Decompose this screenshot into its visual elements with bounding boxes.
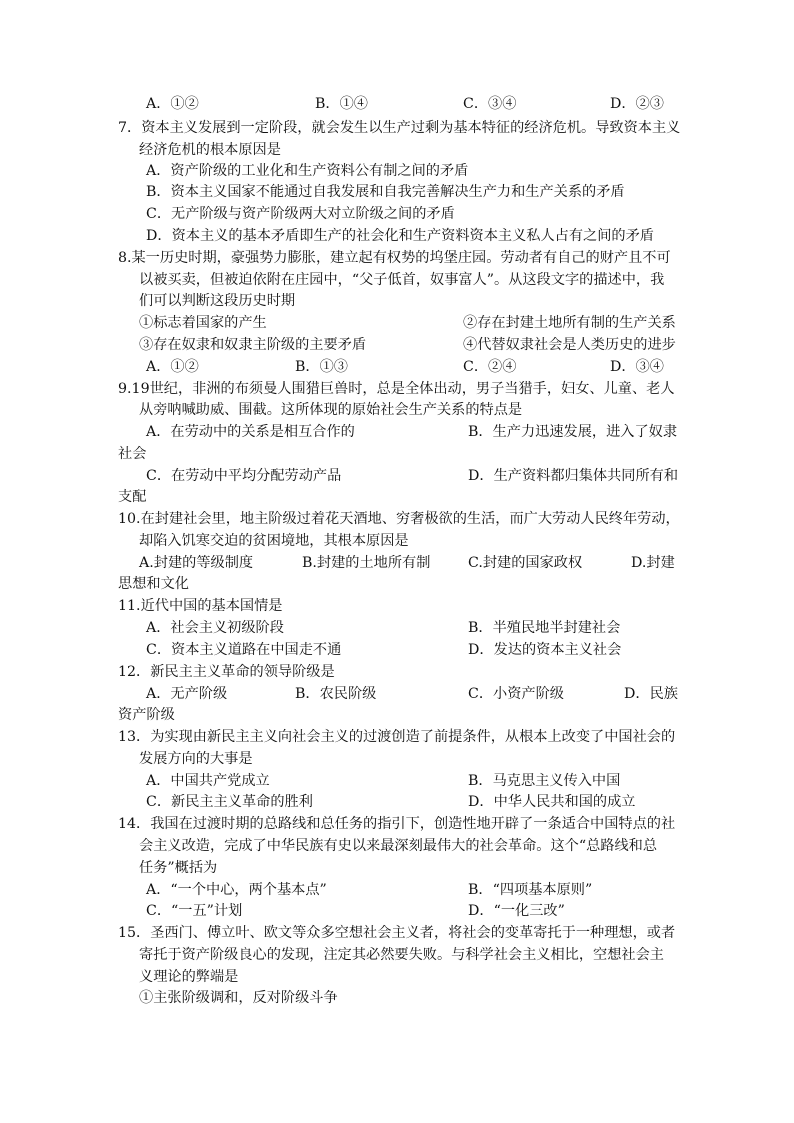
q6-option-b: B．①④: [315, 96, 368, 112]
q12-option-a: A．无产阶级: [146, 686, 228, 702]
q11-option-b: B．半殖民地半封建社会: [468, 620, 621, 636]
q7-option-a: A．资产阶级的工业化和生产资料公有制之间的矛盾: [146, 163, 469, 179]
q6-option-a: A．①②: [146, 96, 199, 112]
q7-option-c: C．无产阶级与资产阶级两大对立阶级之间的矛盾: [146, 206, 455, 222]
q13-option-c: C．新民主主义革命的胜利: [146, 794, 313, 810]
q6-option-d: D．②③: [610, 96, 664, 112]
q14-option-a: A．“一个中心，两个基本点”: [146, 882, 327, 898]
q8-stem-line: 8.某一历史时期，豪强势力膨胀，建立起有权势的坞堡庄园。劳动者有自己的财产且不可: [118, 250, 671, 266]
q15-stem-line: 义理论的弊端是: [139, 969, 239, 985]
q8-item-2: ②存在封建土地所有制的生产关系: [463, 315, 676, 331]
q10-option-c: C.封建的国家政权: [468, 555, 583, 571]
q6-options: [0, 94, 794, 114]
q14-option-d: D．“一化三改”: [468, 903, 565, 919]
q10-stem-line: 10.在封建社会里，地主阶级过着花天酒地、穷奢极欲的生活，而广大劳动人民终年劳动，: [118, 511, 680, 527]
q13-stem-line: 发展方向的大事是: [139, 751, 253, 767]
q9-option-c: C．在劳动中平均分配劳动产品: [146, 468, 342, 484]
q14-stem-line: 任务”概括为: [139, 860, 218, 876]
q11-option-d: D．发达的资本主义社会: [468, 642, 622, 658]
q9-option-d: D．生产资料都归集体共同所有和: [468, 468, 679, 484]
q11-option-c: C．资本主义道路在中国走不通: [146, 642, 342, 658]
q12-stem: 12．新民主主义革命的领导阶级是: [118, 664, 335, 680]
q12-option-b: B．农民阶级: [295, 686, 377, 702]
q14-option-c: C．“一五”计划: [146, 903, 243, 919]
q11-stem: 11.近代中国的基本国情是: [118, 598, 283, 614]
q8-item-1: ①标志着国家的产生: [139, 315, 267, 331]
q8-option-c: C．②④: [463, 359, 517, 375]
q7-stem-line: 经济危机的根本原因是: [139, 142, 281, 158]
q13-stem-line: 13．为实现由新民主主义向社会主义的过渡创造了前提条件，从根本上改变了中国社会的: [118, 729, 676, 745]
q13-option-d: D．中华人民共和国的成立: [468, 794, 636, 810]
q7-stem-line: 7．资本主义发展到一定阶段，就会发生以生产过剩为基本特征的经济危机。导致资本主义: [118, 120, 681, 136]
q8-stem-line: 以被买卖，但被迫依附在庄园中，“父子低首，奴事富人”。从这段文字的描述中，我: [139, 272, 665, 288]
q7-option-b: B．资本主义国家不能通过自我发展和自我完善解决生产力和生产关系的矛盾: [146, 184, 625, 200]
q13-option-b: B．马克思主义传入中国: [468, 773, 621, 789]
q9-option-a: A．在劳动中的关系是相互合作的: [146, 424, 355, 440]
q8-option-a: A．①②: [146, 359, 199, 375]
q13-option-a: A．中国共产党成立: [146, 773, 270, 789]
q14-option-b: B．“四项基本原则”: [468, 882, 593, 898]
q8-option-b: B．①③: [295, 359, 348, 375]
q15-stem-line: 15．圣西门、傅立叶、欧文等众多空想社会主义者，将社会的变革寄托于一种理想，或者: [118, 925, 676, 941]
q10-stem-line: 却陷入饥寒交迫的贫困境地，其根本原因是: [139, 533, 418, 549]
q8-stem-line: 们可以判断这段历史时期: [139, 293, 296, 309]
q9-option-d-wrap: 支配: [118, 489, 147, 505]
q8-item-4: ④代替奴隶社会是人类历史的进步: [463, 337, 676, 353]
q8-option-d: D．③④: [610, 359, 664, 375]
q15-stem-line: 寄托于资产阶级良心的发现，注定其必然要失败。与科学社会主义相比，空想社会主: [139, 947, 664, 963]
q11-option-a: A．社会主义初级阶段: [146, 620, 284, 636]
q15-item-1: ①主张阶级调和，反对阶级斗争: [139, 990, 338, 1006]
q9-option-b: B．生产力迅速发展，进入了奴隶: [468, 424, 678, 440]
q8-item-3: ③存在奴隶和奴隶主阶级的主要矛盾: [139, 337, 367, 353]
q6-option-c: C．③④: [463, 96, 517, 112]
q14-stem-line: 14．我国在过渡时期的总路线和总任务的指引下，创造性地开辟了一条适合中国特点的社: [118, 816, 676, 832]
q12-option-d-wrap: 资产阶级: [118, 707, 175, 723]
q9-stem-line: 从旁呐喊助威、围截。这所体现的原始社会生产关系的特点是: [139, 402, 523, 418]
q10-option-d-wrap: 思想和文化: [118, 576, 198, 592]
q9-option-b-wrap: 社会: [118, 446, 147, 462]
q7-option-d: D．资本主义的基本矛盾即生产的社会化和生产资料资本主义私人占有之间的矛盾: [146, 228, 654, 244]
q12-option-c: C．小资产阶级: [468, 686, 564, 702]
q14-stem-line: 会主义改造，完成了中华民族有史以来最深刻最伟大的社会革命。这个“总路线和总: [139, 838, 658, 854]
q10-option-b: B.封建的土地所有制: [302, 555, 440, 571]
q10-option-d: D.封建: [631, 555, 675, 571]
q9-stem-line: 9.19世纪，非洲的布须曼人围猎巨兽时，总是全体出动，男子当猎手，妇女、儿童、老人: [118, 381, 675, 397]
q12-option-d: D．民族: [624, 686, 678, 702]
q10-option-a: A.封建的等级制度: [139, 555, 254, 571]
